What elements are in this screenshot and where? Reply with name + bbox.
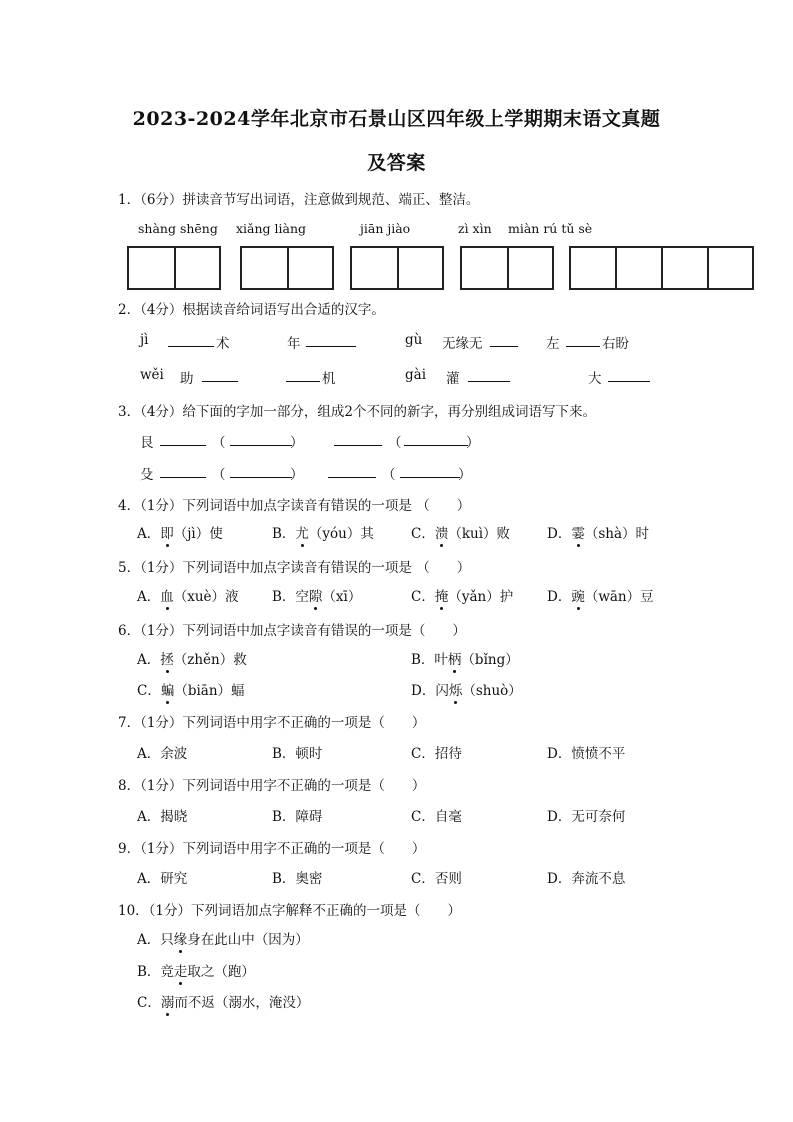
q2-word: 助: [180, 371, 194, 387]
q4-option-d[interactable]: D．霎（shà）时: [547, 526, 649, 542]
q8-option-c[interactable]: C．自毫: [411, 809, 462, 825]
q10-option-a[interactable]: A．只缘身在此山中（因为）: [137, 932, 309, 948]
question-8: 8．（1分）下列词语中用字不正确的一项是（ ）: [118, 778, 426, 794]
paren: ）: [290, 467, 304, 483]
paren: ）: [458, 467, 472, 483]
question-10: 10．（1分）下列词语加点字解释不正确的一项是（ ）: [118, 903, 462, 919]
blank[interactable]: [230, 431, 292, 450]
q5-option-a[interactable]: A．血（xuè）液: [137, 589, 239, 605]
q7-option-d[interactable]: D．愤愤不平: [547, 746, 626, 762]
q2-word: 右盼: [602, 336, 629, 352]
answer-box-1[interactable]: [127, 246, 221, 290]
question-3: 3．（4分）给下面的字加一部分，组成2个不同的新字，再分别组成词语写下来。: [118, 404, 597, 420]
paren: （: [388, 435, 402, 451]
q4-option-c[interactable]: C．溃（kuì）败: [411, 526, 511, 542]
q3-char-1: 艮: [140, 435, 154, 451]
question-7: 7．（1分）下列词语中用字不正确的一项是（ ）: [118, 715, 426, 731]
q8-option-d[interactable]: D．无可奈何: [547, 809, 626, 825]
q6-option-c[interactable]: C．蝙（biān）蝠: [137, 683, 245, 699]
answer-box-5[interactable]: [569, 246, 754, 290]
q2-word: 术: [216, 336, 230, 352]
paren: （: [382, 467, 396, 483]
blank[interactable]: [566, 332, 600, 351]
q2-word: 机: [322, 371, 336, 387]
blank[interactable]: [328, 463, 376, 482]
answer-box-3[interactable]: [350, 246, 444, 290]
q10-option-c[interactable]: C．溺而不返（溺水，淹没）: [137, 995, 310, 1011]
blank[interactable]: [230, 463, 292, 482]
blank[interactable]: [286, 367, 320, 386]
q2-pinyin-wei: wěi: [140, 367, 164, 383]
blank[interactable]: [468, 367, 510, 386]
q2-pinyin-ji: jì: [140, 332, 149, 348]
blank[interactable]: [160, 463, 206, 482]
q4-option-b[interactable]: B．尤（yóu）其: [272, 526, 374, 542]
question-5: 5．（1分）下列词语中加点字读音有错误的一项是 （ ）: [118, 560, 471, 576]
q2-pinyin-gu: gù: [405, 332, 423, 348]
pinyin-2: xiǎng liàng: [236, 221, 307, 236]
q9-option-d[interactable]: D．奔流不息: [547, 871, 626, 887]
blank[interactable]: [490, 332, 518, 351]
q10-option-b[interactable]: B．竞走取之（跑）: [137, 964, 255, 980]
q2-word: 左: [546, 336, 560, 352]
pinyin-4: zì xìn: [458, 221, 492, 236]
paren: ）: [290, 435, 304, 451]
q7-option-c[interactable]: C．招待: [411, 746, 462, 762]
blank[interactable]: [404, 431, 468, 450]
page-title: 2023-2024学年北京市石景山区四年级上学期期末语文真题: [132, 108, 661, 130]
q2-word: 年: [287, 336, 301, 352]
q3-char-2: 殳: [140, 467, 154, 483]
q2-word: 灌: [446, 371, 460, 387]
q6-option-b[interactable]: B．叶柄（bǐng）: [411, 652, 519, 668]
q2-pinyin-gai: gài: [405, 367, 427, 383]
q5-option-d[interactable]: D．豌（wān）豆: [547, 589, 654, 605]
blank[interactable]: [306, 332, 356, 351]
question-2: 2．（4分）根据读音给词语写出合适的汉字。: [118, 302, 385, 318]
page-title-line2: 及答案: [367, 152, 426, 174]
blank[interactable]: [400, 463, 460, 482]
q9-option-b[interactable]: B．奥密: [272, 871, 323, 887]
q6-option-a[interactable]: A．拯（zhěn）救: [137, 652, 247, 668]
question-4: 4．（1分）下列词语中加点字读音有错误的一项是 （ ）: [118, 498, 471, 514]
pinyin-3: jiān jiào: [360, 221, 411, 236]
question-6: 6．（1分）下列词语中加点字读音有错误的一项是（ ）: [118, 623, 466, 639]
q9-option-a[interactable]: A．研究: [137, 871, 188, 887]
answer-box-4[interactable]: [460, 246, 554, 290]
q2-word: 无缘无: [442, 336, 483, 352]
q6-option-d[interactable]: D．闪烁（shuò）: [411, 683, 522, 699]
q7-option-b[interactable]: B．顿时: [272, 746, 323, 762]
answer-box-2[interactable]: [240, 246, 334, 290]
blank[interactable]: [334, 431, 382, 450]
blank[interactable]: [608, 367, 650, 386]
blank[interactable]: [168, 332, 214, 351]
pinyin-5: miàn rú tǔ sè: [508, 221, 593, 236]
q8-option-b[interactable]: B．障碍: [272, 809, 323, 825]
q7-option-a[interactable]: A．余波: [137, 746, 188, 762]
blank[interactable]: [202, 367, 238, 386]
pinyin-1: shàng shēng: [138, 221, 218, 236]
q9-option-c[interactable]: C．否则: [411, 871, 462, 887]
paren: （: [212, 435, 226, 451]
paren: ）: [466, 435, 480, 451]
question-1: 1．（6分）拼读音节写出词语，注意做到规范、端正、整洁。: [118, 192, 480, 208]
blank[interactable]: [160, 431, 206, 450]
q2-word: 大: [588, 371, 602, 387]
q4-option-a[interactable]: A．即（jì）使: [137, 526, 223, 542]
q5-option-b[interactable]: B．空隙（xī）: [272, 589, 362, 605]
paren: （: [212, 467, 226, 483]
question-9: 9．（1分）下列词语中用字不正确的一项是（ ）: [118, 841, 426, 857]
q8-option-a[interactable]: A．揭晓: [137, 809, 188, 825]
q5-option-c[interactable]: C．掩（yǎn）护: [411, 589, 514, 605]
